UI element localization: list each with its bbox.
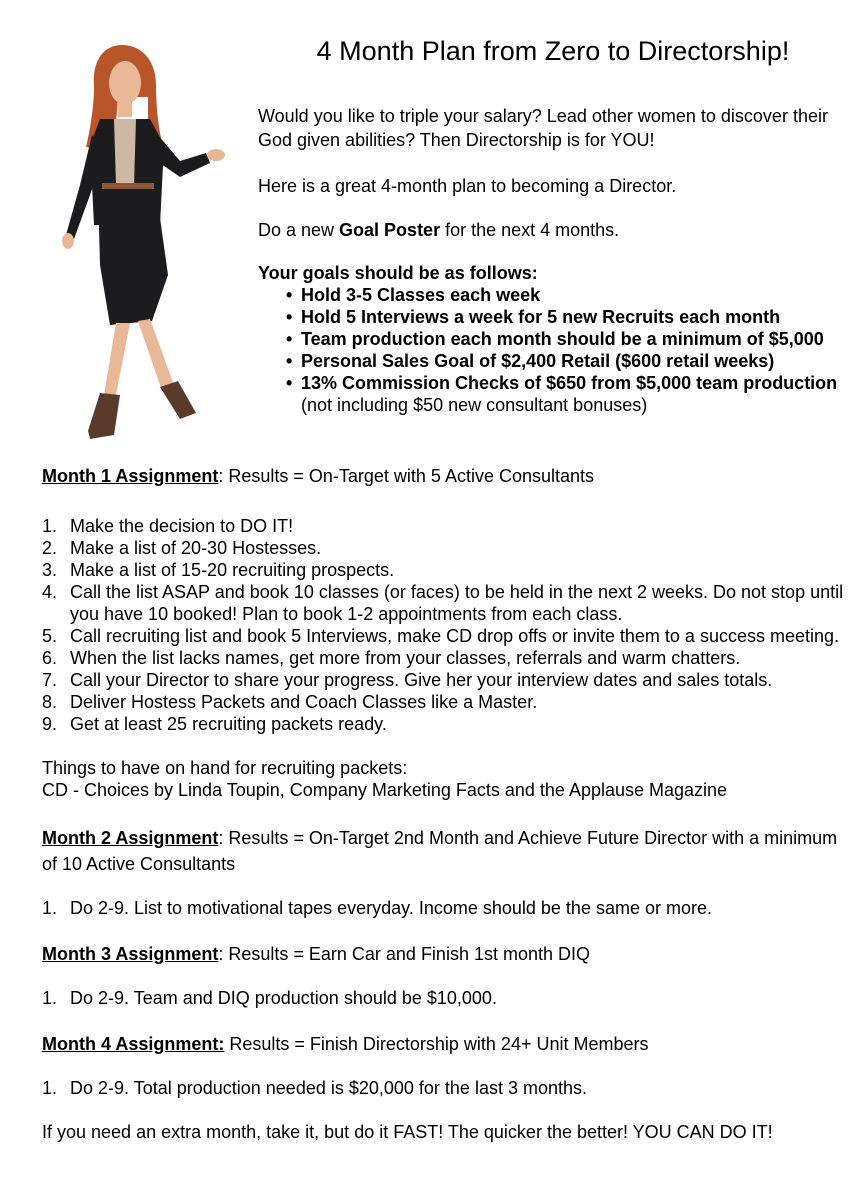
month1-steps — [42, 515, 857, 735]
step-text: Deliver Hostess Packets and Coach Classes like a Master. — [70, 692, 538, 712]
intro-paragraph: Would you like to triple your salary? Lead other women to discover their God given abilities? Then Directorship is for YOU! — [258, 106, 828, 150]
step-text: Call the list ASAP and book 10 classes (or faces) to be held in the next 2 weeks. Do not stop until you have 10 booked! Plan to book 1-2 appointments from each class. — [70, 582, 844, 624]
step-text: When the list lacks names, get more from your classes, referrals and warm chatters. — [70, 648, 741, 668]
goal-note: (not including $50 new consultant bonuses) — [301, 395, 648, 415]
intro-section — [258, 104, 858, 416]
step-number: 5. — [42, 626, 58, 646]
goal-item — [286, 328, 858, 350]
goal-text: Hold 3-5 Classes each week — [301, 285, 541, 305]
goals-list — [258, 284, 858, 416]
month3-label: Month 3 Assignment — [42, 944, 219, 964]
step-item — [42, 987, 857, 1009]
step-item — [42, 559, 857, 581]
step-text: Make the decision to DO IT! — [70, 516, 294, 536]
month1-result: : Results = On-Target with 5 Active Consultants — [218, 466, 595, 486]
intro-plan-line: Here is a great 4-month plan to becoming a Director. — [258, 176, 677, 196]
step-number: 8. — [42, 692, 58, 712]
month2-steps — [42, 897, 857, 919]
step-number: 7. — [42, 670, 58, 690]
month4-result: Results = Finish Directorship with 24+ Unit Members — [224, 1034, 649, 1054]
goal-poster-prefix: Do a new — [258, 220, 340, 240]
closing-line: If you need an extra month, take it, but do it FAST! The quicker the better! YOU CAN DO IT! — [42, 1122, 773, 1142]
month3-steps — [42, 987, 857, 1009]
goals-heading: Your goals should be as follows: — [258, 263, 538, 283]
step-item — [42, 897, 857, 919]
step-item — [42, 1077, 857, 1099]
goal-text: 13% Commission Checks of $650 from $5,000 team production — [301, 373, 838, 393]
step-text: Get at least 25 recruiting packets ready. — [70, 714, 387, 734]
step-number: 1. — [42, 898, 58, 918]
step-item — [42, 581, 857, 625]
goal-item — [286, 306, 858, 328]
month2-heading — [42, 825, 857, 877]
step-item — [42, 647, 857, 669]
step-number: 1. — [42, 1078, 58, 1098]
step-item — [42, 537, 857, 559]
step-number: 2. — [42, 538, 58, 558]
step-text: Call recruiting list and book 5 Interviews, make CD drop offs or invite them to a success meeting. — [70, 626, 840, 646]
goal-item — [286, 350, 858, 372]
step-number: 1. — [42, 516, 58, 536]
step-number: 3. — [42, 560, 58, 580]
step-item — [42, 669, 857, 691]
step-text: Make a list of 15-20 recruiting prospects. — [70, 560, 395, 580]
month4-steps — [42, 1077, 857, 1099]
goal-text: Hold 5 Interviews a week for 5 new Recruits each month — [301, 307, 781, 327]
month3-heading — [42, 941, 857, 967]
assignments-section — [42, 463, 857, 1143]
goal-poster-line — [258, 218, 858, 242]
month4-label: Month 4 Assignment: — [42, 1034, 225, 1054]
month1-label: Month 1 Assignment — [42, 466, 219, 486]
goal-item — [286, 372, 858, 416]
step-item — [42, 691, 857, 713]
businesswoman-image — [30, 35, 245, 450]
recruiting-packet-items: CD - Choices by Linda Toupin, Company Marketing Facts and the Applause Magazine — [42, 780, 728, 800]
step-item — [42, 625, 857, 647]
step-text: Do 2-9. List to motivational tapes everyday. Income should be the same or more. — [70, 898, 712, 918]
goal-text: Team production each month should be a minimum of $5,000 — [301, 329, 824, 349]
month2-result: : Results = On-Target 2nd Month and Achieve Future Director with a minimum of 10 Active Consultants — [42, 828, 838, 874]
step-number: 6. — [42, 648, 58, 668]
recruiting-packet-heading: Things to have on hand for recruiting packets: — [42, 758, 408, 778]
step-text: Call your Director to share your progress. Give her your interview dates and sales totals. — [70, 670, 773, 690]
month3-result: : Results = Earn Car and Finish 1st month DIQ — [218, 944, 590, 964]
goal-item — [286, 284, 858, 306]
step-text: Make a list of 20-30 Hostesses. — [70, 538, 322, 558]
step-text: Do 2-9. Total production needed is $20,000 for the last 3 months. — [70, 1078, 587, 1098]
goal-text: Personal Sales Goal of $2,400 Retail ($600 retail weeks) — [301, 351, 775, 371]
month4-heading — [42, 1031, 857, 1057]
goal-poster-suffix: for the next 4 months. — [440, 220, 620, 240]
month1-heading — [42, 463, 857, 489]
step-number: 9. — [42, 714, 58, 734]
step-number: 1. — [42, 988, 58, 1008]
step-item — [42, 713, 857, 735]
month2-label: Month 2 Assignment — [42, 828, 219, 848]
step-text: Do 2-9. Team and DIQ production should be $10,000. — [70, 988, 497, 1008]
goal-poster-bold: Goal Poster — [339, 220, 441, 240]
step-item — [42, 515, 857, 537]
step-number: 4. — [42, 582, 58, 602]
page-title: 4 Month Plan from Zero to Directorship! — [316, 36, 790, 66]
